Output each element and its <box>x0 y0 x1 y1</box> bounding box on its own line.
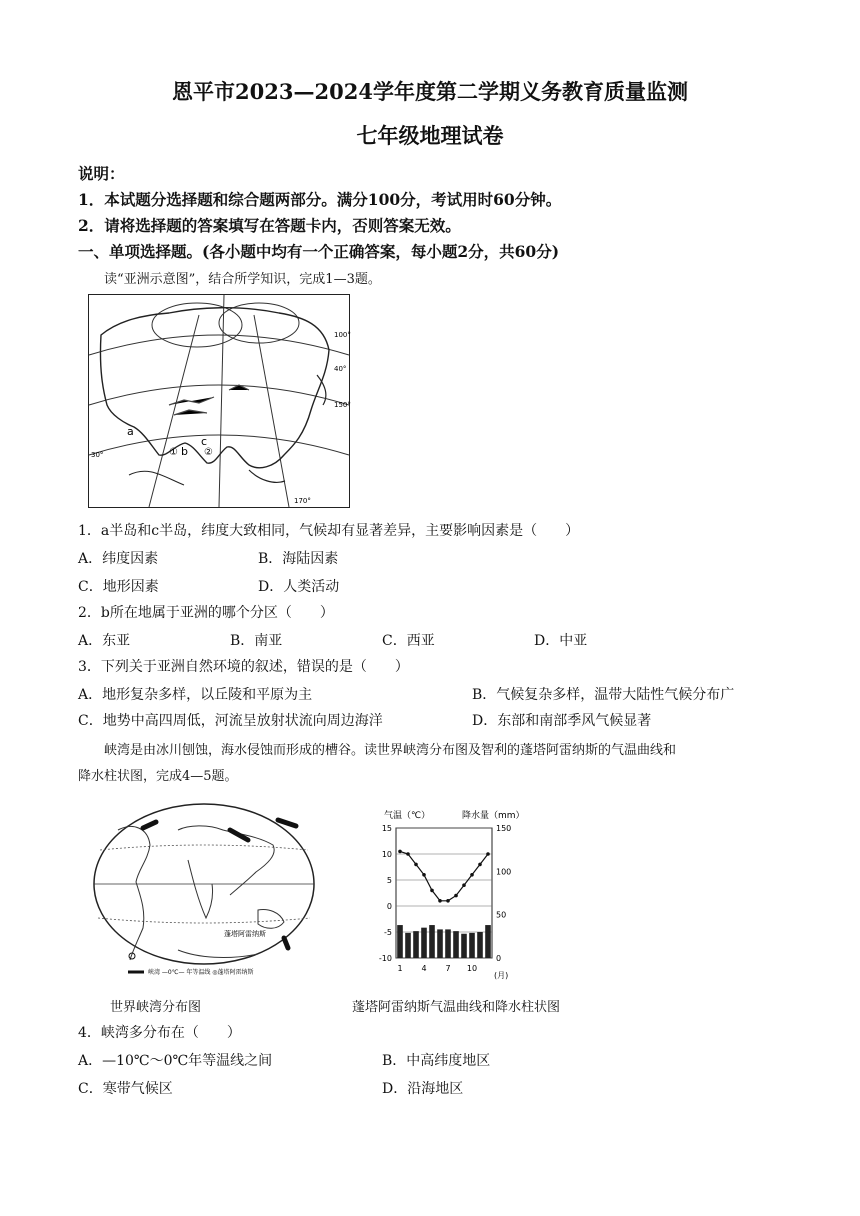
question-4-option-c: C．寒带气候区 <box>78 1081 173 1097</box>
label-c: c <box>201 435 208 448</box>
section-intro: 读“亚洲示意图”，结合所学知识，完成1—3题。 <box>104 272 381 287</box>
question-2-option-a: A．东亚 <box>78 633 131 649</box>
asia-map <box>88 294 350 508</box>
precipitation-bar <box>461 934 467 958</box>
precipitation-bar <box>437 929 443 958</box>
label-b: b <box>181 445 188 458</box>
temperature-point <box>446 899 450 903</box>
question-3-option-b: B．气候复杂多样，温带大陆性气候分布广 <box>472 687 735 703</box>
question-4-option-b: B．中高纬度地区 <box>382 1053 491 1069</box>
exam-title: 恩平市2023—2024学年度第二学期义务教育质量监测 <box>172 79 688 104</box>
notes-label: 说明： <box>78 164 125 183</box>
lon-label-30: 30° <box>91 451 104 459</box>
y-right-label: 降水量（mm） <box>462 811 525 821</box>
temperature-point <box>470 873 474 877</box>
climate-chart-caption: 蓬塔阿雷纳斯气温曲线和降水柱状图 <box>352 1000 561 1015</box>
precipitation-bar <box>421 928 427 958</box>
question-2-option-d: D．中亚 <box>534 633 588 649</box>
world-fjord-map <box>88 800 320 980</box>
precipitation-bar <box>413 931 419 958</box>
passage-line-1: 峡湾是由冰川刨蚀，海水侵蚀而形成的槽谷。读世界峡湾分布图及智利的蓬塔阿雷纳斯的气温曲线和 <box>104 743 677 758</box>
lon-label-150: 150° <box>334 401 351 409</box>
y-left-tick-label: 15 <box>381 824 392 833</box>
y-right-tick-label: 0 <box>496 954 502 963</box>
temperature-point <box>406 852 410 856</box>
note-item-2: 2．请将选择题的答案填写在答题卡内，否则答案无效。 <box>78 216 461 235</box>
label-a: a <box>127 425 134 438</box>
label-2: ② <box>204 447 213 458</box>
climate-chart <box>368 806 538 986</box>
y-left-tick-label: 0 <box>386 902 392 911</box>
precipitation-bar <box>485 925 491 958</box>
note-item-1: 1．本试题分选择题和综合题两部分。满分100分，考试用时60分钟。 <box>78 190 562 209</box>
temperature-point <box>478 863 482 867</box>
passage-line-2: 降水柱状图，完成4—5题。 <box>78 769 238 784</box>
temperature-point <box>438 899 442 903</box>
x-tick-label: 1 <box>397 964 403 973</box>
question-3-option-a: A．地形复杂多样，以丘陵和平原为主 <box>78 687 313 703</box>
lon-label-40: 40° <box>334 365 347 373</box>
temperature-line <box>400 851 488 900</box>
y-right-tick-label: 50 <box>496 910 507 920</box>
question-2-option-b: B．南亚 <box>230 633 283 649</box>
question-2-option-c: C．西亚 <box>382 633 435 649</box>
city-label: 蓬塔阿雷纳斯 <box>224 930 266 938</box>
precipitation-bar <box>405 933 411 958</box>
question-3-option-d: D．东部和南部季风气候显著 <box>472 713 652 729</box>
temperature-point <box>462 883 466 887</box>
lon-label-100: 100° <box>334 331 351 339</box>
y-right-tick-label: 150 <box>496 824 512 833</box>
question-3-stem: 3．下列关于亚洲自然环境的叙述，错误的是（ ） <box>78 659 409 675</box>
question-1-option-c: C．地形因素 <box>78 579 159 595</box>
question-1-stem: 1．a半岛和c半岛，纬度大致相同，气候却有显著差异，主要影响因素是（ ） <box>78 523 580 539</box>
question-1-option-b: B．海陆因素 <box>258 551 339 567</box>
exam-subtitle: 七年级地理试卷 <box>356 123 504 148</box>
y-left-tick-label: -10 <box>378 954 392 963</box>
temperature-point <box>430 889 434 893</box>
question-2-stem: 2．b所在地属于亚洲的哪个分区（ ） <box>78 605 334 621</box>
world-map-caption: 世界峡湾分布图 <box>110 1000 202 1015</box>
precipitation-bar <box>477 932 483 958</box>
y-left-tick-label: 5 <box>386 876 392 885</box>
section-heading: 一、单项选择题。(各小题中均有一个正确答案，每小题2分，共60分) <box>78 242 560 261</box>
y-left-tick-label: 10 <box>381 850 392 859</box>
y-right-tick-label: 100 <box>496 867 512 877</box>
question-1-option-d: D．人类活动 <box>258 579 340 595</box>
label-1: ① <box>169 447 178 458</box>
temperature-point <box>486 852 490 856</box>
world-map-legend: 峡湾 —0℃— 年等温线 ◎蓬塔阿雷纳斯 <box>148 969 254 976</box>
temperature-point <box>398 850 402 854</box>
lon-label-170: 170° <box>294 497 311 505</box>
precipitation-bar <box>397 925 403 958</box>
precipitation-bar <box>453 931 459 958</box>
precipitation-bar <box>429 925 435 958</box>
question-1-option-a: A．纬度因素 <box>78 551 159 567</box>
temperature-point <box>454 894 458 898</box>
question-4-option-d: D．沿海地区 <box>382 1081 464 1097</box>
x-tick-label: 10 <box>466 964 478 973</box>
precipitation-bar <box>469 933 475 958</box>
temperature-point <box>414 863 418 867</box>
question-4-option-a: A．—10℃～0℃年等温线之间 <box>78 1053 273 1069</box>
y-left-tick-label: -5 <box>384 928 392 937</box>
x-tick-label: 4 <box>421 964 427 973</box>
question-4-stem: 4．峡湾多分布在（ ） <box>78 1025 241 1041</box>
x-unit-label: (月) <box>494 971 509 980</box>
temperature-point <box>422 873 426 877</box>
precipitation-bar <box>445 929 451 958</box>
x-tick-label: 7 <box>445 964 451 973</box>
y-left-label: 气温（℃） <box>384 811 431 821</box>
question-3-option-c: C．地势中高四周低，河流呈放射状流向周边海洋 <box>78 713 383 729</box>
